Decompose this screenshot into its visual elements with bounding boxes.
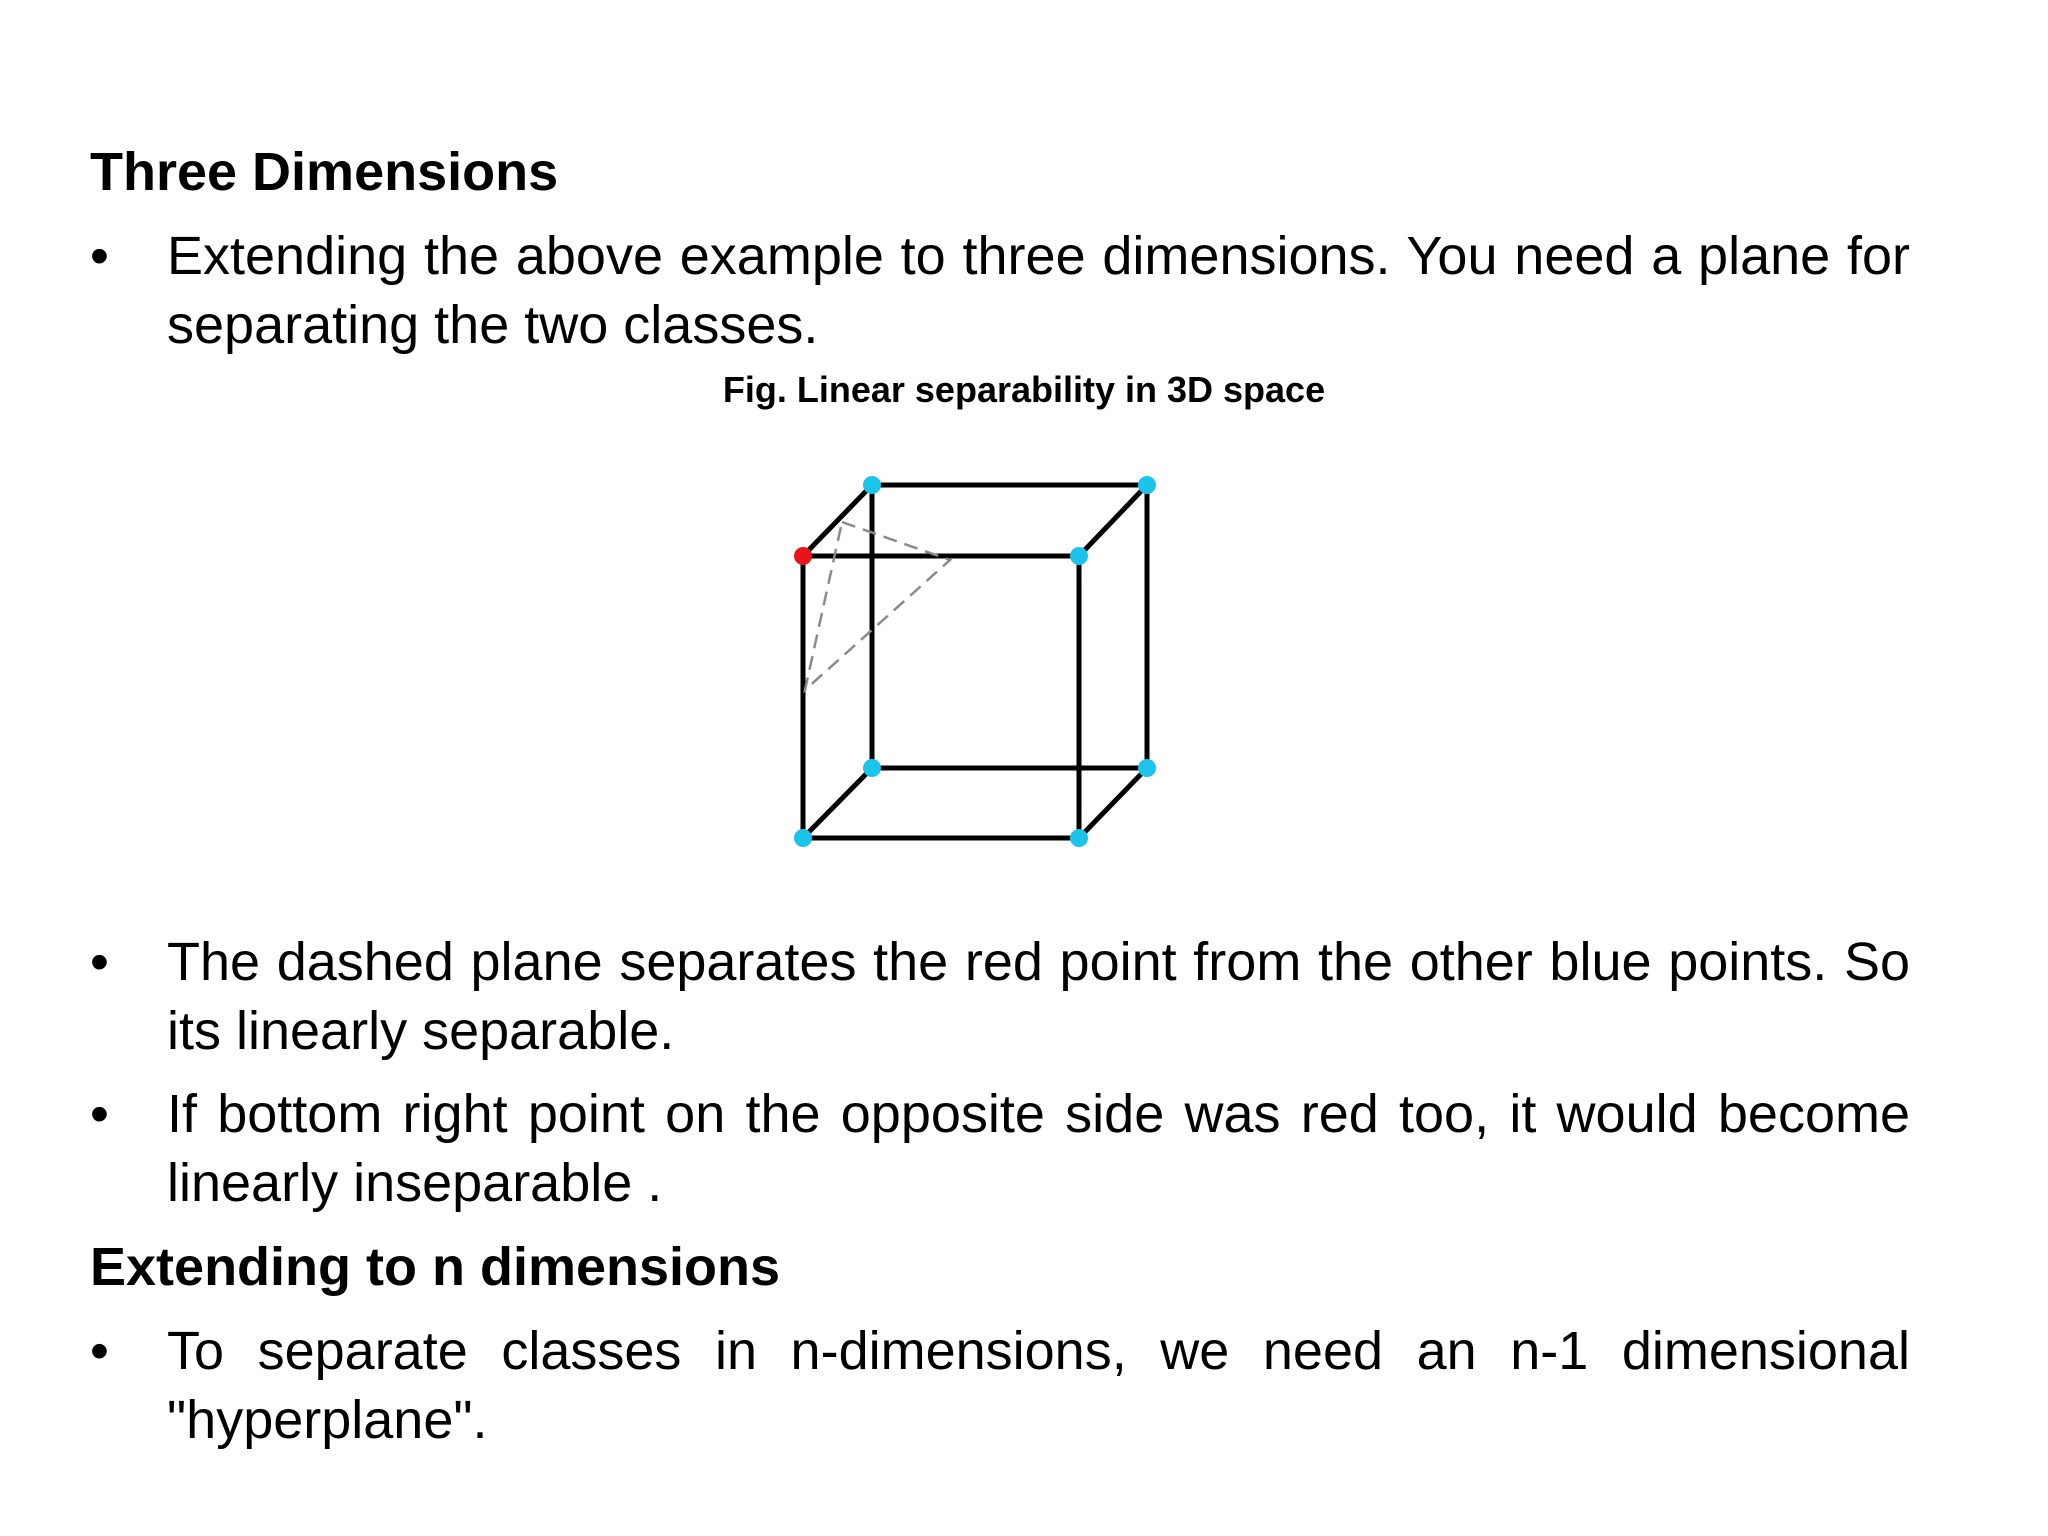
bullet-text: If bottom right point on the opposite side was red too, it would become linearly inseparable . bbox=[167, 1084, 1910, 1213]
blue-point bbox=[1138, 476, 1156, 494]
blue-point bbox=[1070, 547, 1088, 565]
edge-bottom-right-depth bbox=[1079, 768, 1147, 838]
blue-point bbox=[794, 829, 812, 847]
blue-point bbox=[863, 476, 881, 494]
cube-figure bbox=[770, 460, 1170, 860]
bullet-mark: • bbox=[90, 932, 109, 992]
heading-extending-n-dimensions: Extending to n dimensions bbox=[90, 1237, 781, 1297]
bullet-text: The dashed plane separates the red point from the other blue points. So its linearly separable. bbox=[167, 932, 1910, 1061]
bullet-mark: • bbox=[90, 226, 109, 286]
figure-caption: Fig. Linear separability in 3D space bbox=[722, 369, 1326, 410]
edge-bottom-left-depth bbox=[803, 768, 872, 838]
bullet-text: To separate classes in n-dimensions, we need an n-1 dimensional "hyperplane". bbox=[167, 1321, 1910, 1450]
cube-edges bbox=[803, 485, 1147, 838]
bullet-text: Extending the above example to three dimensions. You need a plane for separating the two classes. bbox=[167, 226, 1910, 355]
edge-top-right-depth bbox=[1079, 485, 1147, 556]
bullet-mark: • bbox=[90, 1084, 109, 1144]
edge-top-left-depth bbox=[803, 485, 872, 556]
dashed-separating-plane bbox=[805, 522, 950, 690]
heading-three-dimensions: Three Dimensions bbox=[90, 142, 559, 202]
bullet-mark: • bbox=[90, 1321, 109, 1381]
blue-point bbox=[1138, 759, 1156, 777]
blue-point bbox=[1070, 829, 1088, 847]
separating-plane bbox=[805, 522, 950, 690]
blue-point bbox=[863, 759, 881, 777]
red-point bbox=[794, 547, 812, 565]
